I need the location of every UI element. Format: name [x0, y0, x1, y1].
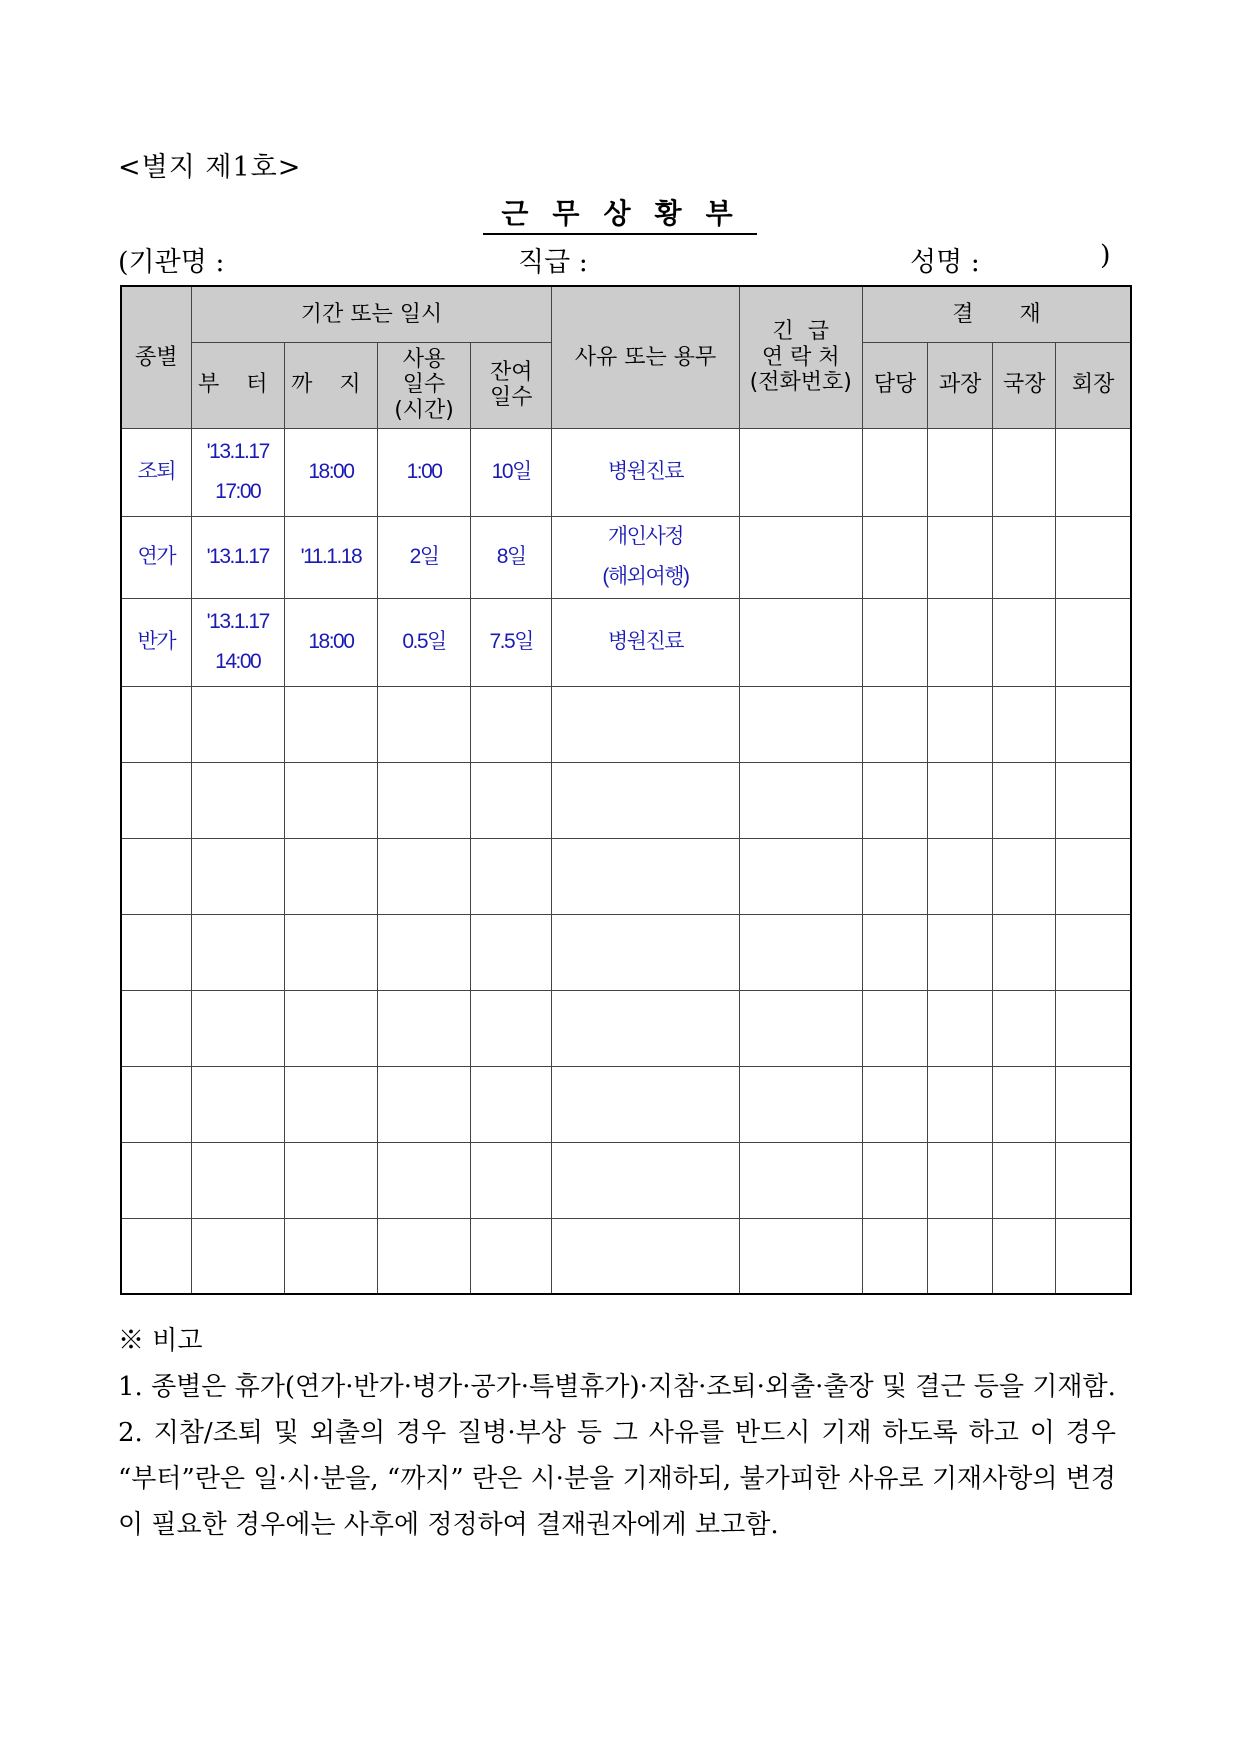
- empty-cell[interactable]: [552, 1066, 739, 1142]
- empty-cell[interactable]: [121, 1066, 191, 1142]
- cell-approval-director[interactable]: [993, 428, 1056, 516]
- empty-cell[interactable]: [471, 838, 552, 914]
- empty-cell[interactable]: [739, 1218, 862, 1294]
- notes-heading: ※ 비고: [118, 1326, 203, 1356]
- cell-from-line: 14:00: [215, 650, 261, 673]
- empty-cell[interactable]: [1056, 762, 1131, 838]
- document-title-wrap: [0, 192, 1240, 232]
- empty-cell[interactable]: [928, 1066, 993, 1142]
- table-row-empty: [121, 1142, 1131, 1218]
- empty-cell[interactable]: [377, 838, 470, 914]
- notes-section: [118, 1318, 1116, 1548]
- empty-cell[interactable]: [284, 914, 377, 990]
- empty-cell[interactable]: [471, 1218, 552, 1294]
- cell-used-days: 1:00: [377, 428, 470, 516]
- cell-reason-line: 병원진료: [607, 460, 684, 483]
- cell-approval-chairman[interactable]: [1056, 428, 1131, 516]
- note-item-2: 2. 지참/조퇴 및 외출의 경우 질병·부상 등 그 사유를 반드시 기재 하도록 하고 이 경우 “부터”란은 일·시·분을, “까지” 란은 시·분을 기재하되, 불가피한 사유로 기재사항의 변경이 필요한 경우에는 사후에 정정하여 결재권자에게 보고함.: [118, 1418, 1116, 1540]
- person-name-label: 성명 :: [910, 247, 980, 278]
- empty-cell[interactable]: [552, 1218, 739, 1294]
- table-row-empty: [121, 990, 1131, 1066]
- empty-cell[interactable]: [739, 914, 862, 990]
- cell-to: 18:00: [284, 428, 377, 516]
- cell-contact[interactable]: [739, 428, 862, 516]
- empty-cell[interactable]: [993, 1218, 1056, 1294]
- header-used-line-3: (시간): [394, 397, 454, 423]
- header-used-line-1: 사용: [402, 347, 446, 373]
- cell-approval-manager[interactable]: [862, 598, 927, 686]
- note-item-1: 1. 종별은 휴가(연가·반가·병가·공가·특별휴가)·지참·조퇴·외출·출장 및 결근 등을 기재함.: [118, 1372, 1116, 1402]
- empty-cell[interactable]: [993, 914, 1056, 990]
- cell-approval-section-chief[interactable]: [928, 428, 993, 516]
- cell-approval-director[interactable]: [993, 516, 1056, 598]
- cell-remaining-days: 10일: [471, 428, 552, 516]
- cell-type: 연가: [121, 516, 191, 598]
- empty-cell[interactable]: [191, 838, 284, 914]
- empty-cell[interactable]: [552, 762, 739, 838]
- empty-cell[interactable]: [1056, 990, 1131, 1066]
- empty-cell[interactable]: [191, 990, 284, 1066]
- empty-cell[interactable]: [552, 838, 739, 914]
- empty-cell[interactable]: [862, 1066, 927, 1142]
- cell-approval-director[interactable]: [993, 598, 1056, 686]
- empty-cell[interactable]: [191, 686, 284, 762]
- empty-cell[interactable]: [377, 686, 470, 762]
- empty-cell[interactable]: [1056, 838, 1131, 914]
- annex-label: <별지 제1호>: [118, 152, 302, 183]
- empty-cell[interactable]: [739, 762, 862, 838]
- empty-cell[interactable]: [377, 1142, 470, 1218]
- empty-cell[interactable]: [284, 1142, 377, 1218]
- cell-used-days: 2일: [377, 516, 470, 598]
- org-name-label: (기관명 :: [118, 247, 225, 278]
- cell-approval-manager[interactable]: [862, 428, 927, 516]
- cell-reason: [552, 516, 739, 598]
- empty-cell[interactable]: [862, 686, 927, 762]
- empty-cell[interactable]: [739, 838, 862, 914]
- cell-reason-line: (해외여행): [602, 565, 689, 588]
- cell-from-line: 17:00: [215, 480, 261, 503]
- empty-cell[interactable]: [862, 762, 927, 838]
- empty-cell[interactable]: [862, 1142, 927, 1218]
- header-approver-director: 국장: [993, 342, 1056, 428]
- empty-cell[interactable]: [471, 990, 552, 1066]
- empty-cell[interactable]: [993, 838, 1056, 914]
- empty-cell[interactable]: [993, 762, 1056, 838]
- empty-cell[interactable]: [1056, 1142, 1131, 1218]
- empty-cell[interactable]: [928, 1218, 993, 1294]
- cell-remaining-days: 8일: [471, 516, 552, 598]
- empty-cell[interactable]: [552, 990, 739, 1066]
- empty-cell[interactable]: [377, 762, 470, 838]
- header-approval: 결재: [862, 286, 1131, 342]
- empty-cell[interactable]: [1056, 1218, 1131, 1294]
- cell-to: 18:00: [284, 598, 377, 686]
- empty-cell[interactable]: [377, 914, 470, 990]
- header-remaining-days: [471, 342, 552, 428]
- table-row: [121, 428, 1131, 516]
- empty-cell[interactable]: [471, 1066, 552, 1142]
- cell-approval-section-chief[interactable]: [928, 598, 993, 686]
- empty-cell[interactable]: [739, 1142, 862, 1218]
- empty-cell[interactable]: [928, 762, 993, 838]
- empty-cell[interactable]: [191, 1142, 284, 1218]
- empty-cell[interactable]: [928, 1142, 993, 1218]
- header-remaining-line-1: 잔여: [489, 359, 533, 385]
- empty-cell[interactable]: [284, 1066, 377, 1142]
- attendance-table: [120, 285, 1132, 1295]
- table-row-empty: [121, 762, 1131, 838]
- header-approver-section-chief: 과장: [928, 342, 993, 428]
- table-row-empty: [121, 914, 1131, 990]
- cell-reason: [552, 428, 739, 516]
- empty-cell[interactable]: [191, 762, 284, 838]
- empty-cell[interactable]: [1056, 1066, 1131, 1142]
- empty-cell[interactable]: [739, 1066, 862, 1142]
- cell-approval-section-chief[interactable]: [928, 516, 993, 598]
- empty-cell[interactable]: [552, 914, 739, 990]
- empty-cell[interactable]: [862, 914, 927, 990]
- cell-type: 조퇴: [121, 428, 191, 516]
- empty-cell[interactable]: [121, 1218, 191, 1294]
- header-type: 종별: [121, 286, 191, 428]
- header-approver-manager: 담당: [862, 342, 927, 428]
- table-row-empty: [121, 1066, 1131, 1142]
- empty-cell[interactable]: [739, 990, 862, 1066]
- header-contact-line-1: 긴 급: [772, 319, 830, 345]
- cell-to: '11.1.18: [284, 516, 377, 598]
- empty-cell[interactable]: [284, 762, 377, 838]
- empty-cell[interactable]: [862, 1218, 927, 1294]
- empty-cell[interactable]: [471, 1142, 552, 1218]
- cell-reason: [552, 598, 739, 686]
- header-used-days: [377, 342, 470, 428]
- table-row-empty: [121, 686, 1131, 762]
- header-used-line-2: 일수: [402, 372, 446, 398]
- header-to: 까 지: [284, 342, 377, 428]
- empty-cell[interactable]: [191, 1218, 284, 1294]
- cell-approval-chairman[interactable]: [1056, 598, 1131, 686]
- table-row-empty: [121, 1218, 1131, 1294]
- empty-cell[interactable]: [739, 686, 862, 762]
- empty-cell[interactable]: [284, 1218, 377, 1294]
- cell-from-line: '13.1.17: [206, 545, 269, 568]
- header-contact-line-2: 연 락 처: [761, 344, 840, 370]
- empty-cell[interactable]: [284, 686, 377, 762]
- cell-approval-manager[interactable]: [862, 516, 927, 598]
- cell-type: 반가: [121, 598, 191, 686]
- empty-cell[interactable]: [928, 838, 993, 914]
- empty-cell[interactable]: [121, 990, 191, 1066]
- empty-cell[interactable]: [993, 1142, 1056, 1218]
- empty-cell[interactable]: [121, 686, 191, 762]
- cell-used-days: 0.5일: [377, 598, 470, 686]
- empty-cell[interactable]: [377, 1066, 470, 1142]
- header-remaining-line-2: 일수: [489, 385, 533, 410]
- table-row: [121, 598, 1131, 686]
- document-title: 근무상황부: [483, 197, 756, 235]
- empty-cell[interactable]: [862, 990, 927, 1066]
- empty-cell[interactable]: [191, 914, 284, 990]
- empty-cell[interactable]: [471, 762, 552, 838]
- empty-cell[interactable]: [552, 1142, 739, 1218]
- cell-reason-line: 병원진료: [607, 630, 684, 653]
- empty-cell[interactable]: [1056, 914, 1131, 990]
- cell-reason-line: 개인사정: [607, 525, 684, 548]
- header-contact: [739, 286, 862, 428]
- empty-cell[interactable]: [191, 1066, 284, 1142]
- cell-from: [191, 428, 284, 516]
- header-period: 기간 또는 일시: [191, 286, 552, 342]
- header-approver-chairman: 회장: [1056, 342, 1131, 428]
- empty-cell[interactable]: [284, 838, 377, 914]
- empty-cell[interactable]: [284, 990, 377, 1066]
- empty-cell[interactable]: [1056, 686, 1131, 762]
- cell-from: [191, 516, 284, 598]
- empty-cell[interactable]: [993, 686, 1056, 762]
- cell-from: [191, 598, 284, 686]
- empty-cell[interactable]: [377, 990, 470, 1066]
- empty-cell[interactable]: [121, 838, 191, 914]
- empty-cell[interactable]: [993, 1066, 1056, 1142]
- header-row-1: [121, 286, 1131, 342]
- empty-cell[interactable]: [471, 914, 552, 990]
- empty-cell[interactable]: [862, 838, 927, 914]
- empty-cell[interactable]: [377, 1218, 470, 1294]
- cell-contact[interactable]: [739, 516, 862, 598]
- cell-approval-chairman[interactable]: [1056, 516, 1131, 598]
- empty-cell[interactable]: [471, 686, 552, 762]
- header-reason: 사유 또는 용무: [552, 286, 739, 428]
- closing-paren: ): [1100, 240, 1111, 271]
- info-row: [118, 240, 1118, 278]
- header-contact-line-3: (전화번호): [749, 369, 852, 395]
- empty-cell[interactable]: [928, 990, 993, 1066]
- cell-from-line: '13.1.17: [206, 440, 269, 463]
- empty-cell[interactable]: [552, 686, 739, 762]
- empty-cell[interactable]: [121, 914, 191, 990]
- grade-label: 직급 :: [518, 247, 588, 278]
- table-row-empty: [121, 838, 1131, 914]
- header-from: 부 터: [191, 342, 284, 428]
- empty-cell[interactable]: [121, 762, 191, 838]
- cell-remaining-days: 7.5일: [471, 598, 552, 686]
- cell-contact[interactable]: [739, 598, 862, 686]
- table-row: [121, 516, 1131, 598]
- cell-from-line: '13.1.17: [206, 610, 269, 633]
- empty-cell[interactable]: [121, 1142, 191, 1218]
- empty-cell[interactable]: [928, 686, 993, 762]
- empty-cell[interactable]: [928, 914, 993, 990]
- empty-cell[interactable]: [993, 990, 1056, 1066]
